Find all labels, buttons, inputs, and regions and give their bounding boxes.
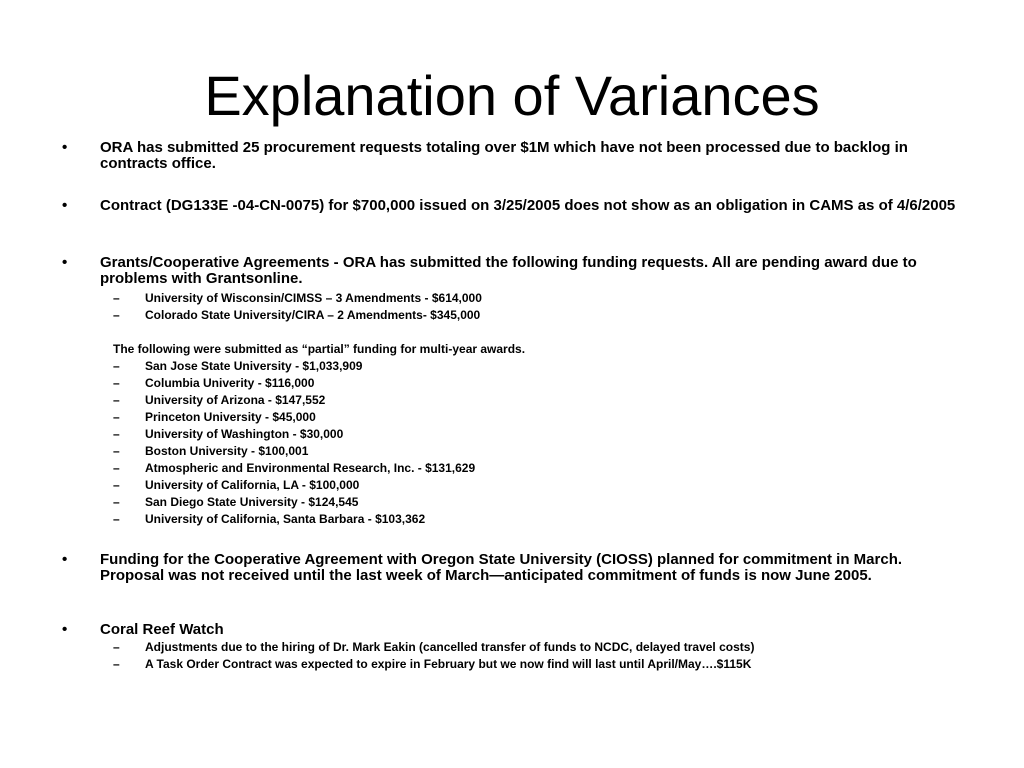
partial-item: University of Washington - $30,000 [145,427,344,441]
dash-marker: – [113,376,120,390]
bullet-oregon-state-funding: Funding for the Cooperative Agreement with Oregon State University (CIOSS) planned for commitment in March. Proposal was not received until the last week of March—anticipated commitment of funds is now June 2005. [100,551,903,584]
sub-item: Adjustments due to the hiring of Dr. Mark Eakin (cancelled transfer of funds to NCDC, delayed travel costs) [145,640,755,654]
bullet-marker: • [62,139,68,156]
slide-title: Explanation of Variances [204,64,820,127]
bullet-coral-reef-watch: Coral Reef Watch [100,621,224,638]
partial-item: San Jose State University - $1,033,909 [145,359,363,373]
partial-item: Atmospheric and Environmental Research, Inc. - $131,629 [145,461,476,475]
dash-marker: – [113,427,120,441]
dash-marker: – [113,359,120,373]
dash-marker: – [113,461,120,475]
dash-marker: – [113,495,120,509]
bullet-marker: • [62,254,68,271]
bullet-marker: • [62,621,68,638]
dash-marker: – [113,657,120,671]
partial-item: University of Arizona - $147,552 [145,393,326,407]
partial-item: Princeton University - $45,000 [145,410,316,424]
dash-marker: – [113,308,120,322]
bullet-marker: • [62,197,68,214]
sub-item: A Task Order Contract was expected to expire in February but we now find will last until April/May….$115K [145,657,752,671]
dash-marker: – [113,410,120,424]
bullet-contract-obligation: Contract (DG133E -04-CN-0075) for $700,000 issued on 3/25/2005 does not show as an obligation in CAMS as of 4/6/2005 [100,197,956,214]
partial-item: San Diego State University - $124,545 [145,495,359,509]
dash-marker: – [113,444,120,458]
dash-marker: – [113,393,120,407]
bullet-grants-cooperative: Grants/Cooperative Agreements - ORA has submitted the following funding requests. All are pending award due to problems with Grantsonline. [100,254,917,287]
bullet-marker: • [62,551,68,568]
dash-marker: – [113,478,120,492]
dash-marker: – [113,640,120,654]
sub-item: University of Wisconsin/CIMSS – 3 Amendments - $614,000 [145,291,482,305]
partial-item: University of California, LA - $100,000 [145,478,360,492]
bullet-procurement-requests: ORA has submitted 25 procurement requests totaling over $1M which have not been processed due to backlog in contracts office. [100,139,908,172]
sub-item: Colorado State University/CIRA – 2 Amendments- $345,000 [145,308,481,322]
partial-funding-note: The following were submitted as “partial” funding for multi-year awards. [113,342,526,356]
partial-item: Columbia Univerity - $116,000 [145,376,315,390]
dash-marker: – [113,512,120,526]
partial-item: University of California, Santa Barbara - $103,362 [145,512,426,526]
dash-marker: – [113,291,120,305]
partial-item: Boston University - $100,001 [145,444,309,458]
